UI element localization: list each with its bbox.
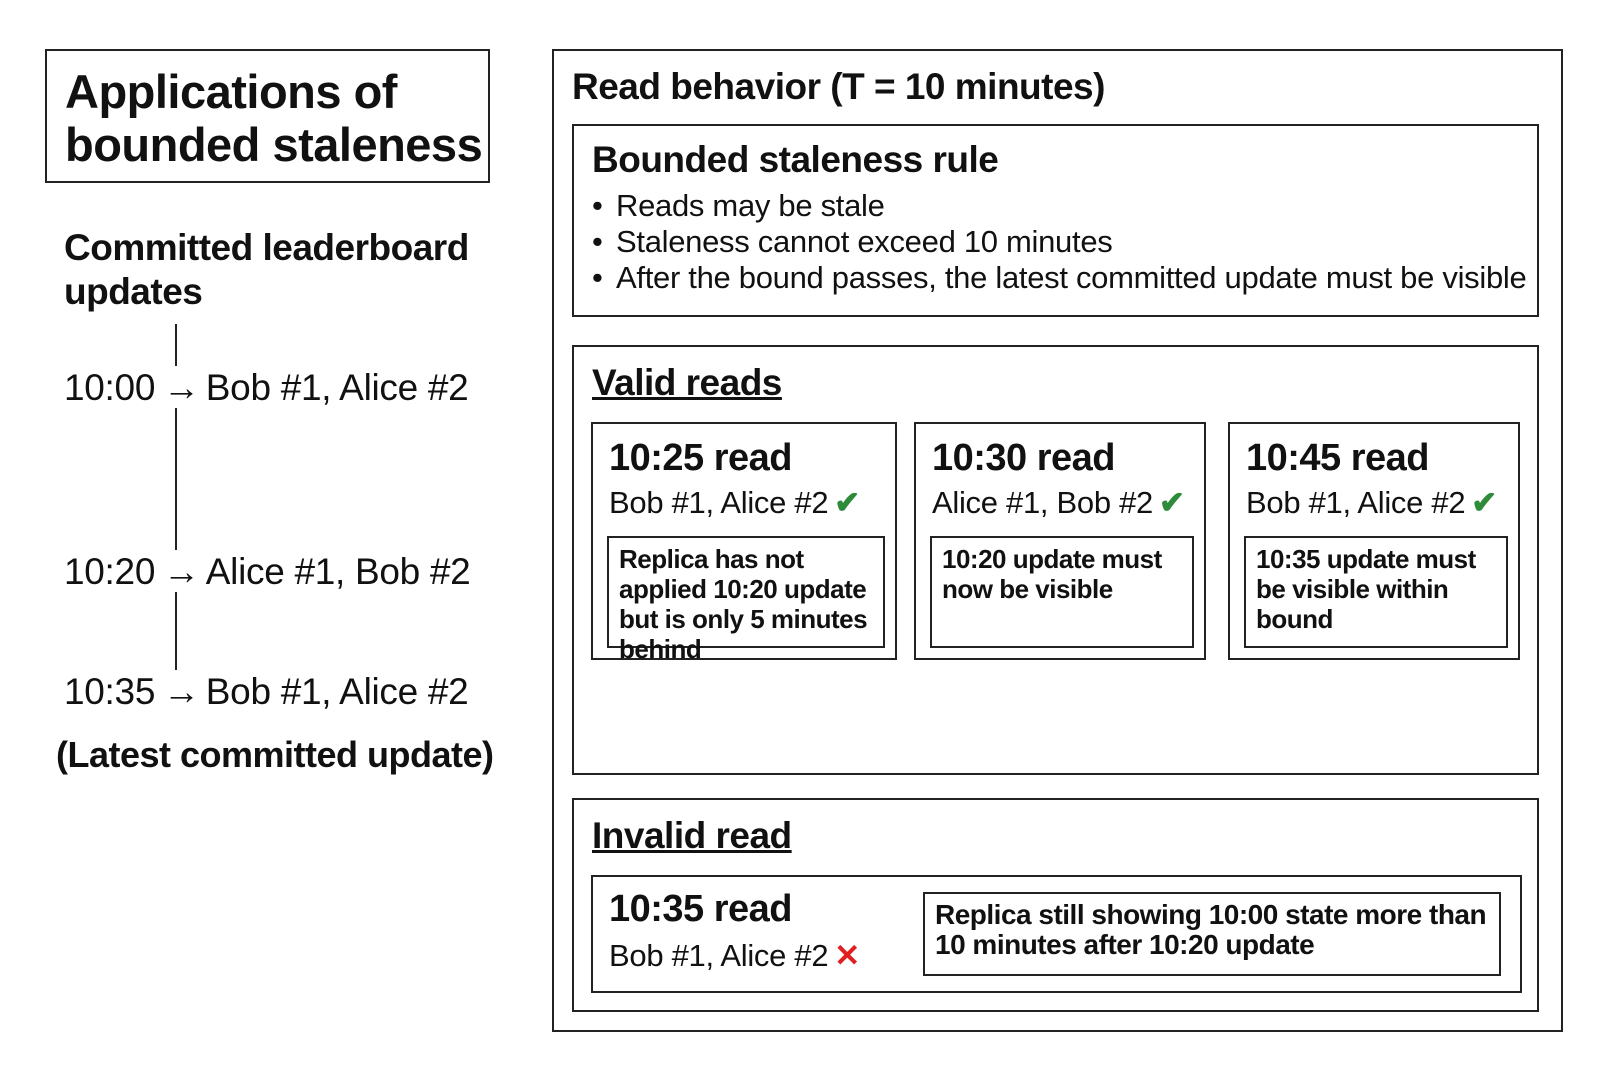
check-icon: ✔ (834, 485, 860, 520)
read-explanation: Replica still showing 10:00 state more than 10 minutes after 10:20 update (923, 892, 1501, 976)
rule-item: • After the bound passes, the latest committed update must be visible (592, 260, 1526, 296)
timeline-entry (64, 366, 468, 410)
read-ranking: Bob #1, Alice #2 (609, 485, 829, 520)
timeline-time: 10:20 (64, 551, 156, 592)
read-time: 10:25 read (609, 437, 793, 479)
latest-update-label: (Latest committed update) (56, 734, 494, 775)
timeline-ranking: Bob #1, Alice #2 (205, 671, 469, 712)
read-value (932, 484, 1185, 522)
timeline-ranking: Alice #1, Bob #2 (205, 551, 471, 592)
arrow-icon: → (163, 671, 200, 712)
rule-box (572, 124, 1539, 317)
timeline-time: 10:35 (64, 671, 156, 712)
panel-title: Read behavior (T = 10 minutes) (572, 66, 1105, 107)
read-explanation: 10:35 update must be visible within bound (1244, 536, 1508, 648)
read-time: 10:30 read (932, 437, 1116, 479)
rule-item: • Reads may be stale (592, 188, 1526, 224)
read-value (609, 484, 860, 522)
read-explanation: Replica has not applied 10:20 update but is only 5 minutes behind (607, 536, 885, 648)
valid-read-card (1228, 422, 1520, 660)
invalid-read-title: Invalid read (592, 815, 792, 856)
timeline-entry (64, 550, 470, 594)
read-time: 10:35 read (609, 888, 793, 930)
invalid-read-section (572, 798, 1539, 1012)
rule-item: • Staleness cannot exceed 10 minutes (592, 224, 1526, 260)
timeline-ranking: Bob #1, Alice #2 (205, 367, 469, 408)
read-explanation: 10:20 update must now be visible (930, 536, 1194, 648)
valid-reads-title: Valid reads (592, 362, 782, 403)
read-ranking: Bob #1, Alice #2 (1246, 485, 1466, 520)
title-box (45, 49, 490, 183)
check-icon: ✔ (1471, 485, 1497, 520)
cross-icon: ✕ (834, 938, 860, 973)
valid-read-card (914, 422, 1206, 660)
read-ranking: Bob #1, Alice #2 (609, 938, 829, 973)
rule-title: Bounded staleness rule (592, 139, 999, 180)
timeline-connector (175, 324, 177, 366)
timeline-connector (175, 408, 177, 550)
arrow-icon: → (163, 551, 200, 592)
timeline-entry (64, 670, 468, 714)
read-time: 10:45 read (1246, 437, 1430, 479)
invalid-read-card (591, 875, 1522, 993)
timeline-heading: Committed leaderboard updates (64, 227, 469, 312)
read-value (609, 937, 860, 975)
check-icon: ✔ (1158, 485, 1185, 520)
timeline-time: 10:00 (64, 367, 156, 408)
read-value (1246, 484, 1497, 522)
timeline-connector (175, 592, 177, 670)
valid-reads-section (572, 345, 1539, 775)
arrow-icon: → (163, 367, 200, 408)
valid-read-card (591, 422, 897, 664)
rule-list (592, 188, 1526, 296)
read-ranking: Alice #1, Bob #2 (932, 485, 1153, 520)
page-title: Applications of bounded staleness (65, 65, 483, 171)
